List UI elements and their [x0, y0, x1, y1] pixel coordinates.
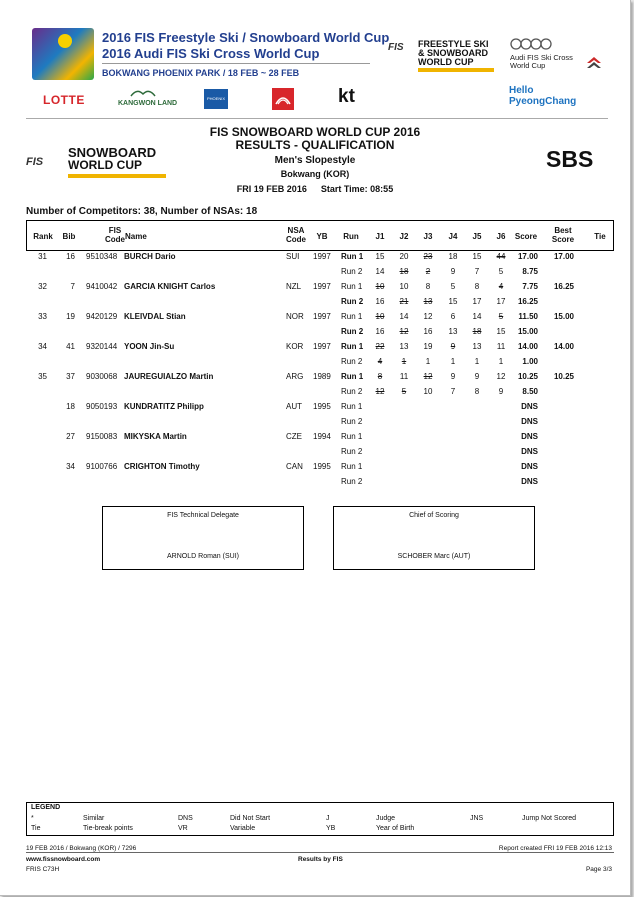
sb-logo-line1: SNOWBOARD — [68, 145, 157, 160]
legend-value: Variable — [230, 825, 256, 832]
col-j4: J4 — [448, 232, 458, 241]
score-cell: 8.50 — [522, 387, 538, 396]
bib-cell: 7 — [70, 282, 75, 291]
nsa-cell: CZE — [286, 432, 302, 441]
yb-cell: 1997 — [313, 252, 331, 261]
fis-code-cell: 9030068 — [86, 372, 118, 381]
col-j3: J3 — [423, 232, 433, 241]
rank-cell: 33 — [38, 312, 47, 321]
legend-value: Jump Not Scored — [522, 815, 577, 822]
judge-score-cell: 9 — [474, 372, 480, 381]
score-cell: 10.25 — [517, 372, 538, 381]
nsa-cell: CAN — [286, 462, 303, 471]
audi-ski-cross-logo — [510, 54, 573, 70]
judge-score-cell: 10 — [375, 312, 385, 321]
sb-logo-line2: WORLD CUP — [68, 158, 142, 172]
bib-cell: 19 — [66, 312, 75, 321]
nsa-cell: NOR — [286, 312, 304, 321]
judge-score-cell: 12 — [399, 327, 409, 336]
col-fis-code-l2: Code — [105, 235, 125, 244]
score-cell: DNS — [521, 447, 538, 456]
score-cell: 16.25 — [517, 297, 538, 306]
run-label-cell: Run 2 — [341, 327, 364, 336]
judge-score-cell: 20 — [399, 252, 409, 261]
col-run: Run — [343, 232, 359, 241]
bib-cell: 41 — [66, 342, 75, 351]
legend-key: VR — [178, 825, 188, 832]
judge-score-cell: 1 — [425, 357, 431, 366]
judge-score-cell: 12 — [496, 372, 506, 381]
judge-score-cell: 9 — [450, 372, 456, 381]
best-score-cell: 16.25 — [553, 282, 574, 291]
judge-score-cell: 17 — [496, 297, 506, 306]
judge-score-cell: 22 — [375, 342, 385, 351]
divider — [26, 118, 608, 119]
judge-score-cell: 14 — [375, 267, 385, 276]
judge-score-cell: 1 — [498, 357, 504, 366]
judge-score-cell: 12 — [375, 387, 385, 396]
run-label-cell: Run 2 — [341, 477, 363, 486]
yb-cell: 1994 — [313, 432, 331, 441]
report-subtitle: RESULTS - QUALIFICATION — [235, 138, 395, 152]
freestyle-logo-line2: & SNOWBOARD — [418, 48, 488, 58]
run-label-cell: Run 2 — [341, 357, 363, 366]
judge-score-cell: 5 — [498, 312, 504, 321]
legend-key: J — [326, 815, 330, 822]
judge-score-cell: 10 — [375, 282, 385, 291]
run-label-cell: Run 1 — [341, 432, 363, 441]
judge-score-cell: 1 — [401, 357, 407, 366]
footer-event-info: 19 FEB 2016 / Bokwang (KOR) / 7296 — [26, 845, 137, 852]
judge-score-cell: 7 — [450, 387, 456, 396]
fis-code-cell: 9410042 — [86, 282, 118, 291]
judge-score-cell: 15 — [496, 327, 506, 336]
event-title-line2: 2016 Audi FIS Ski Cross World Cup — [102, 46, 320, 61]
yb-cell: 1989 — [313, 372, 331, 381]
yb-cell: 1995 — [313, 462, 331, 471]
col-j2: J2 — [399, 232, 409, 241]
yb-cell: 1997 — [313, 282, 331, 291]
td-role: FIS Technical Delegate — [167, 512, 239, 519]
start-time: Start Time: 08:55 — [320, 184, 394, 194]
legend-key: * — [31, 815, 34, 822]
legend-key: JNS — [470, 815, 484, 822]
run-label-cell: Run 1 — [341, 342, 364, 351]
bib-cell: 16 — [66, 252, 75, 261]
col-bib: Bib — [62, 232, 76, 241]
run-label-cell: Run 2 — [341, 267, 363, 276]
athlete-name-cell: KUNDRATITZ Philipp — [124, 402, 204, 411]
bib-cell: 18 — [66, 402, 75, 411]
judge-score-cell: 1 — [450, 357, 456, 366]
cs-role: Chief of Scoring — [409, 512, 459, 519]
legend-value: Did Not Start — [230, 815, 271, 822]
nsa-cell: SUI — [286, 252, 300, 261]
judge-score-cell: 10 — [399, 282, 409, 291]
audi-logo-line1: Audi FIS Ski Cross — [510, 53, 573, 62]
sponsor-phoenix: PHOENIX — [204, 89, 228, 109]
judge-score-cell: 13 — [423, 297, 433, 306]
legend-value: Tie-break points — [83, 825, 133, 832]
fis-code-cell: 9100766 — [86, 462, 118, 471]
fis-logo-icon: FIS — [388, 42, 404, 53]
report-title: FIS SNOWBOARD WORLD CUP 2016 — [209, 125, 421, 139]
footer-code: FRIS C73H — [26, 866, 60, 873]
fis-code-cell: 9420129 — [86, 312, 118, 321]
judge-score-cell: 18 — [448, 252, 458, 261]
score-cell: 7.75 — [522, 282, 538, 291]
sponsor-north-face-icon — [272, 88, 294, 110]
col-j6: J6 — [496, 232, 506, 241]
footer-report-created: Report created FRI 19 FEB 2016 12:13 — [498, 845, 612, 852]
col-j1: J1 — [375, 232, 385, 241]
sponsor-kt: kt — [338, 86, 355, 107]
score-cell: 8.75 — [522, 267, 538, 276]
freestyle-logo-line1: FREESTYLE SKI — [418, 39, 489, 49]
rank-cell: 34 — [38, 342, 47, 351]
judge-score-cell: 8 — [377, 372, 383, 381]
judge-score-cell: 16 — [375, 297, 385, 306]
judge-score-cell: 14 — [472, 312, 482, 321]
score-cell: DNS — [521, 402, 538, 411]
rank-cell: 31 — [38, 252, 47, 261]
judge-score-cell: 10 — [423, 387, 433, 396]
legend-title: LEGEND — [31, 804, 61, 811]
footer-results-by: Results by FIS — [298, 856, 343, 863]
best-score-cell: 10.25 — [553, 372, 574, 381]
td-name: ARNOLD Roman (SUI) — [167, 553, 239, 560]
judge-score-cell: 9 — [450, 267, 456, 276]
judge-score-cell: 8 — [425, 282, 431, 291]
run-label-cell: Run 1 — [341, 372, 364, 381]
run-label-cell: Run 2 — [341, 387, 363, 396]
discipline-code: SBS — [546, 146, 594, 172]
judge-score-cell: 14 — [399, 312, 409, 321]
judge-score-cell: 5 — [401, 387, 407, 396]
yb-cell: 1995 — [313, 402, 331, 411]
freestyle-logo-line3: WORLD CUP — [418, 57, 474, 67]
judge-score-cell: 12 — [423, 372, 433, 381]
bib-cell: 34 — [66, 462, 75, 471]
nsa-cell: AUT — [286, 402, 302, 411]
judge-score-cell: 16 — [375, 327, 385, 336]
judge-score-cell: 7 — [474, 267, 480, 276]
score-cell: DNS — [521, 432, 538, 441]
legend-value: Judge — [376, 815, 396, 822]
run-label-cell: Run 2 — [341, 447, 363, 456]
divider — [102, 63, 370, 64]
sponsor-pyeongchang — [509, 85, 576, 107]
judge-score-cell: 6 — [450, 312, 456, 321]
ski-cross-chevron-icon — [586, 54, 602, 70]
rank-cell: 32 — [38, 282, 47, 291]
run-label-cell: Run 1 — [341, 312, 363, 321]
judge-score-cell: 13 — [448, 327, 458, 336]
run-label-cell: Run 1 — [341, 462, 363, 471]
col-nsa-l2: Code — [286, 235, 306, 244]
col-nsa-l1: NSA — [287, 226, 305, 235]
judge-score-cell: 13 — [472, 342, 482, 351]
audi-rings-icon — [510, 38, 552, 50]
judge-score-cell: 8 — [474, 387, 480, 396]
fis-code-cell: 9150083 — [86, 432, 118, 441]
judge-score-cell: 17 — [472, 297, 482, 306]
freestyle-world-cup-logo — [418, 40, 489, 67]
score-cell: DNS — [521, 462, 538, 471]
judge-score-cell: 2 — [425, 267, 431, 276]
judge-score-cell: 1 — [474, 357, 480, 366]
score-cell: 17.00 — [517, 252, 538, 261]
event-date: FRI 19 FEB 2016 — [236, 184, 307, 194]
athlete-name-cell: CRIGHTON Timothy — [124, 462, 200, 471]
athlete-name-cell: KLEIVDAL Stian — [124, 312, 186, 321]
judge-score-cell: 18 — [399, 267, 409, 276]
yb-cell: 1997 — [313, 312, 331, 321]
pyeongchang-text: PyeongChang — [509, 96, 577, 107]
yb-cell: 1997 — [313, 342, 331, 351]
run-label-cell: Run 2 — [341, 417, 363, 426]
legend-key: DNS — [178, 815, 193, 822]
event-location: Bokwang (KOR) — [280, 169, 350, 179]
score-cell: 1.00 — [522, 357, 538, 366]
fis-code-cell: 9050193 — [86, 402, 118, 411]
legend-value: Similar — [83, 815, 105, 822]
col-best-score — [548, 226, 578, 244]
score-cell: DNS — [521, 417, 538, 426]
fis-logo-icon: FIS — [26, 156, 44, 168]
logo-accent-bar — [418, 68, 494, 72]
footer-website[interactable]: www.fissnowboard.com — [26, 856, 101, 863]
athlete-name-cell: MIKYSKA Martin — [124, 432, 187, 441]
judge-score-cell: 44 — [496, 252, 506, 261]
fis-code-cell: 9510348 — [86, 252, 118, 261]
sponsor-lotte: LOTTE — [43, 93, 85, 107]
judge-score-cell: 15 — [472, 252, 482, 261]
judge-score-cell: 23 — [423, 252, 433, 261]
col-score: Score — [514, 232, 538, 241]
col-rank: Rank — [33, 232, 53, 241]
kangwon-land-icon — [130, 88, 156, 98]
judge-score-cell: 4 — [377, 357, 383, 366]
fis-code-cell: 9320144 — [86, 342, 118, 351]
judge-score-cell: 15 — [448, 297, 458, 306]
run-label-cell: Run 1 — [341, 282, 363, 291]
run-label-cell: Run 1 — [341, 402, 363, 411]
bib-cell: 27 — [66, 432, 75, 441]
cs-name: SCHOBER Marc (AUT) — [397, 553, 471, 560]
judge-score-cell: 21 — [399, 297, 409, 306]
athlete-name-cell: YOON Jin-Su — [124, 342, 175, 351]
judge-score-cell: 11 — [496, 342, 506, 351]
athlete-name-cell: GARCIA KNIGHT Carlos — [124, 282, 216, 291]
judge-score-cell: 13 — [399, 342, 409, 351]
rank-cell: 35 — [38, 372, 47, 381]
athlete-name-cell: JAUREGUIALZO Martin — [124, 372, 214, 381]
nsa-cell: KOR — [286, 342, 304, 351]
judge-score-cell: 11 — [399, 372, 409, 381]
col-yb: YB — [316, 232, 328, 241]
event-logo-icon — [32, 28, 94, 80]
col-tie: Tie — [594, 232, 606, 241]
judge-score-cell: 15 — [375, 252, 385, 261]
judge-score-cell: 9 — [498, 387, 504, 396]
col-best-l2: Score — [551, 235, 575, 244]
event-date-time — [0, 184, 630, 194]
sponsor-kangwon-land: KANGWON LAND — [118, 100, 178, 107]
score-cell: 14.00 — [517, 342, 538, 351]
judge-score-cell: 12 — [423, 312, 433, 321]
event-venue-dates: BOKWANG PHOENIX PARK / 18 FEB ~ 28 FEB — [102, 68, 300, 78]
judge-score-cell: 4 — [498, 282, 504, 291]
judge-score-cell: 16 — [423, 327, 433, 336]
athlete-name-cell: BURCH Dario — [124, 252, 176, 261]
score-cell: 15.00 — [517, 327, 538, 336]
best-score-cell: 17.00 — [553, 252, 574, 261]
run-label-cell: Run 1 — [341, 252, 364, 261]
audi-logo-line2: World Cup — [510, 61, 546, 70]
hello-text: Hello — [509, 85, 534, 96]
legend-key: Tie — [31, 825, 41, 832]
col-nsa-code — [282, 226, 310, 244]
judge-score-cell: 5 — [498, 267, 504, 276]
judge-score-cell: 5 — [450, 282, 456, 291]
col-j5: J5 — [472, 232, 482, 241]
col-fis-code-l1: FIS — [108, 226, 122, 235]
col-name: Name — [125, 232, 147, 241]
judge-score-cell: 9 — [450, 342, 456, 351]
judge-score-cell: 18 — [472, 327, 482, 336]
best-score-cell: 14.00 — [553, 342, 574, 351]
best-score-cell: 15.00 — [553, 312, 574, 321]
event-title-line1: 2016 FIS Freestyle Ski / Snowboard World Cup — [102, 30, 390, 45]
divider — [26, 852, 614, 853]
run-label-cell: Run 2 — [341, 297, 364, 306]
col-best-l1: Best — [554, 226, 572, 235]
nsa-cell: NZL — [286, 282, 302, 291]
judge-score-cell: 8 — [474, 282, 480, 291]
legend-value: Year of Birth — [376, 825, 415, 832]
score-cell: 11.50 — [518, 312, 538, 321]
judge-score-cell: 19 — [423, 342, 433, 351]
nsa-cell: ARG — [286, 372, 304, 381]
bib-cell: 37 — [66, 372, 75, 381]
event-name: Men's Slopestyle — [274, 155, 356, 166]
legend-key: YB — [326, 825, 336, 832]
footer-page-number: Page 3/3 — [585, 866, 612, 873]
competitors-summary: Number of Competitors: 38, Number of NSAs: 18 — [26, 206, 258, 217]
score-cell: DNS — [521, 477, 538, 486]
